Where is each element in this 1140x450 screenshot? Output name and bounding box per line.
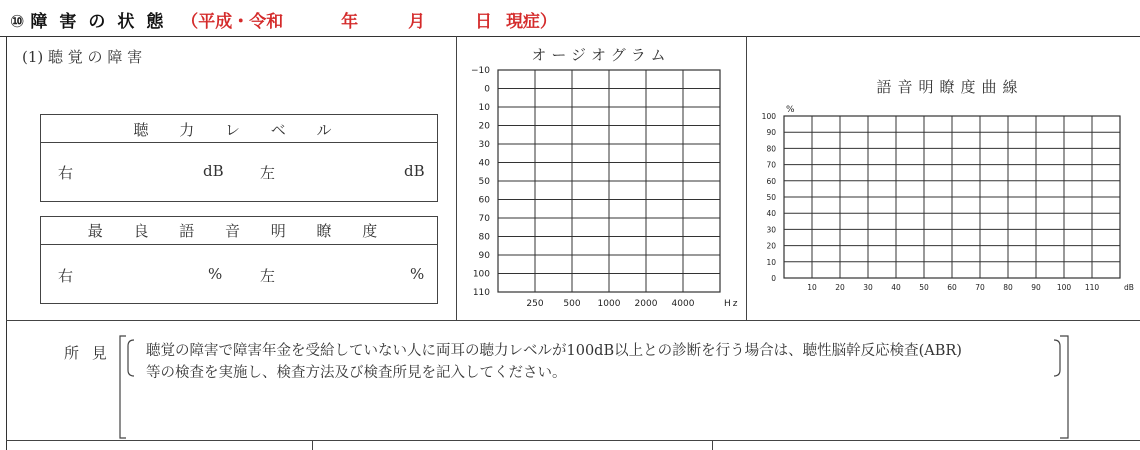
speech-curve-y-tick: 10 — [766, 257, 776, 267]
speech-curve-x-tick: 110 — [1084, 283, 1100, 292]
speech-curve-y-tick: 0 — [771, 274, 776, 283]
date-day-label: 日 — [475, 12, 493, 32]
audiogram-y-tick: 80 — [478, 232, 490, 243]
speech-curve-x-tick: 30 — [863, 283, 873, 292]
speech-curve-x-tick: 60 — [947, 283, 957, 292]
subsection-label: (1) 聴 覚 の 障 害 — [22, 48, 143, 66]
hearing-level-divider — [40, 142, 438, 143]
speech-curve-chart — [746, 96, 1140, 298]
hearing-level-title: 聴 力 レ ベ ル — [133, 121, 345, 139]
date-prefix: （平成・令和 — [181, 12, 284, 32]
speech-curve-y-tick: 60 — [766, 176, 776, 186]
speech-curve-y-tick: 40 — [766, 209, 776, 219]
speech-curve-y-tick: 70 — [766, 160, 776, 170]
speech-best-title: 最 良 語 音 明 瞭 度 — [87, 222, 391, 240]
audiogram-y-tick: 0 — [484, 84, 490, 95]
hearing-right-label: 右 — [58, 164, 74, 182]
section-number: ⑩ — [10, 12, 25, 32]
findings-right-bracket — [1052, 334, 1078, 440]
title-char: 状 — [117, 12, 147, 32]
audiogram-x-tick: 500 — [563, 299, 581, 309]
audiogram-x-tick: 2000 — [634, 299, 658, 309]
bottom-table-border — [6, 440, 1140, 441]
speech-curve-x-unit: dB — [1124, 283, 1134, 292]
bottom-table-divider — [312, 440, 313, 450]
section-title — [10, 7, 557, 32]
speech-right-label: 右 — [58, 267, 74, 285]
speech-curve-y-tick: 80 — [766, 144, 776, 154]
findings-note-line2: 等の検査を実施し、検査方法及び検査所見を記入してください。 — [146, 365, 567, 381]
date-year-label: 年 — [341, 12, 359, 32]
audiogram-y-tick: 20 — [478, 121, 490, 132]
audiogram-y-tick: −10 — [471, 66, 490, 76]
speech-curve-title: 語音明瞭度曲線 — [876, 78, 1024, 96]
audiogram-x-tick: 1000 — [597, 299, 621, 309]
speech-left-label: 左 — [260, 267, 276, 285]
speech-curve-x-tick: 80 — [1003, 283, 1013, 292]
title-char: 態 — [146, 12, 176, 32]
speech-right-unit: % — [208, 265, 223, 283]
page-left-border — [6, 36, 7, 450]
audiogram-chart — [456, 60, 746, 320]
speech-curve-x-tick: 10 — [807, 283, 817, 292]
audiogram-x-unit: Hz — [724, 299, 740, 309]
audiogram-y-tick: 100 — [472, 269, 490, 280]
speech-curve-y-tick: 50 — [766, 193, 776, 202]
speech-curve-x-tick: 100 — [1056, 283, 1072, 292]
audiogram-y-tick: 30 — [478, 140, 490, 150]
audiogram-y-tick: 10 — [478, 103, 490, 113]
speech-curve-x-tick: 90 — [1031, 283, 1041, 292]
title-char: 障 — [30, 12, 60, 32]
speech-left-unit: % — [410, 265, 425, 283]
audiogram-y-tick: 110 — [472, 288, 490, 298]
audiogram-x-tick: 250 — [526, 299, 544, 309]
audiogram-y-tick: 50 — [478, 177, 490, 187]
audiogram-x-tick: 4000 — [671, 299, 695, 309]
hearing-left-unit: dB — [404, 162, 425, 180]
speech-curve-y-tick: 30 — [766, 225, 776, 235]
speech-curve-x-tick: 40 — [891, 283, 901, 292]
findings-note-line1: 聴覚の障害で障害年金を受給していない人に両耳の聴力レベルが100dB以上との診断を行う場合は、聴性脳幹反応検査(ABR) — [146, 343, 962, 359]
speech-curve-x-tick: 20 — [835, 283, 845, 292]
findings-label: 所 見 — [64, 344, 111, 362]
speech-best-divider — [40, 244, 438, 245]
speech-curve-x-tick: 50 — [919, 283, 929, 292]
findings-top-border — [6, 320, 1140, 321]
title-char: 害 — [59, 12, 89, 32]
hearing-right-unit: dB — [203, 162, 224, 180]
date-month-label: 月 — [408, 12, 426, 32]
speech-curve-y-tick: 20 — [766, 241, 776, 251]
current-status-label: 現症） — [505, 12, 557, 32]
hearing-left-label: 左 — [260, 164, 276, 182]
title-char: の — [88, 12, 118, 32]
speech-curve-y-unit: % — [786, 105, 795, 115]
audiogram-title: オージオグラム — [531, 46, 671, 64]
audiogram-y-tick: 60 — [478, 195, 490, 206]
speech-curve-y-tick: 90 — [766, 128, 776, 138]
speech-curve-y-tick: 100 — [761, 112, 776, 121]
audiogram-y-tick: 70 — [478, 214, 490, 224]
speech-curve-x-tick: 70 — [975, 283, 985, 292]
audiogram-y-tick: 90 — [478, 251, 490, 261]
audiogram-y-tick: 40 — [478, 158, 490, 169]
bottom-table-divider — [712, 440, 713, 450]
findings-left-bracket — [112, 334, 134, 440]
